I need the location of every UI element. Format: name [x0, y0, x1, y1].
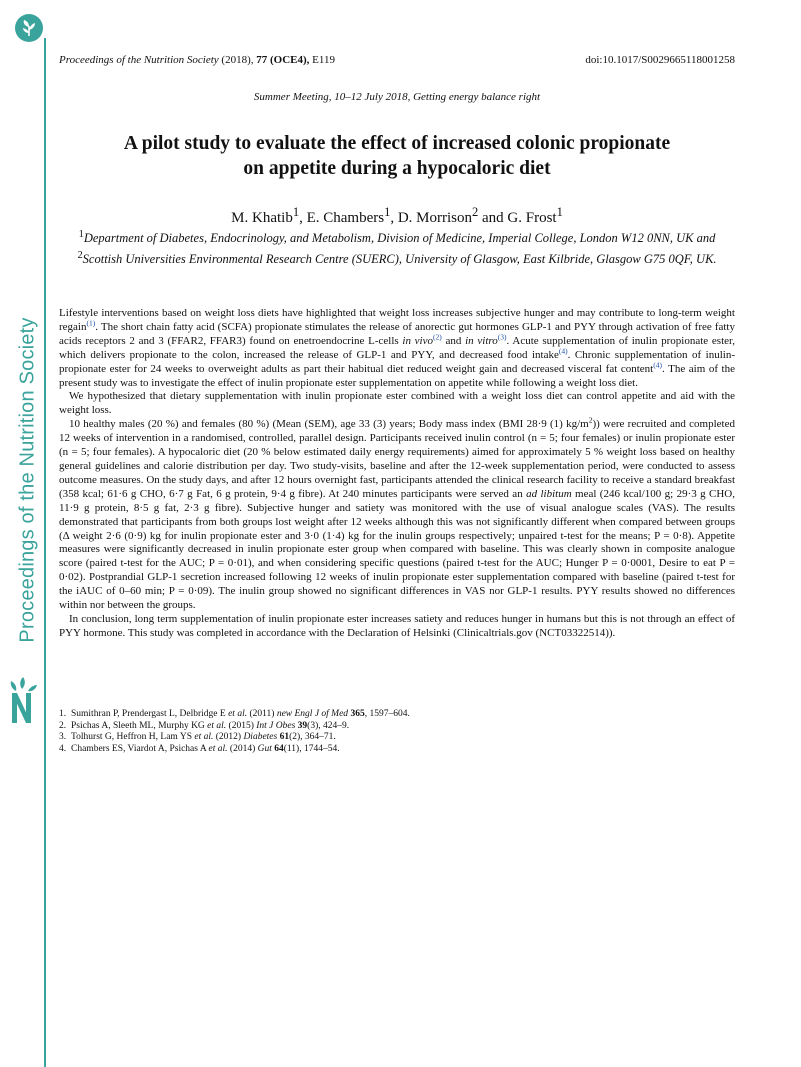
journal-volume: 77 (OCE4), [256, 54, 310, 66]
reference-item: 3. Tolhurst G, Heffron H, Lam YS et al. (2012) Diabetes 61(2), 364–71. [59, 732, 336, 743]
page-title: A pilot study to evaluate the effect of increased colonic propionate on appetite during a hypocaloric diet [123, 133, 671, 179]
journal-page: E119 [312, 54, 335, 66]
citation-4b[interactable]: (4) [653, 359, 662, 369]
citation-2[interactable]: (2) [433, 332, 442, 342]
reference-item: 2. Psichas A, Sleeth ML, Murphy KG et al. (2015) Int J Obes 39(3), 424–9. [59, 720, 350, 731]
side-rule [44, 38, 46, 1067]
journal-year: (2018), [221, 54, 254, 66]
citation-4[interactable]: (4) [558, 346, 568, 356]
abstract-paragraph-2: We hypothesized that dietary supplementation with inulin propionate ester combined with a weight loss diet can control appetite and aid with the weight loss. [59, 390, 735, 417]
leaf-logo-icon [15, 14, 43, 42]
abstract-paragraph-3: 10 healthy males (20 %) and females (80 %) (Mean (SEM), age 33 (3) years; Body mass index (BMI 28·9 (1) $kg/m^2$)) were recruited and completed 12 weeks of intervention in a randomised, controlled, parallel design. Participants received inulin control (n = 5; four females) or inulin propionate ester (n = 5; four females). A hypocaloric diet (20 % below estimated daily energy requirements) aimed for approximately 5 % weight loss based on healthy general guidelines and calorie distribution per day. Two study-visits, baseline and after the 12-week supplementation period, were conducted to assess outcome measures. On the study days, and after 12 hours overnight fast, participants attended the clinical research facility to receive a standard breakfast (358 kcal; 61·6 g CHO, 6·7 g Fat, 6 g protein, 9·4 g fibre). At 240 minutes participants were served an ad libitum meal (246 kcal/100 g; 29·3 g CHO, 11·9 g protein, 8·5 g fat, 2·3 g fibre). Subjective hunger and satiety was monitored with the use of visual analogue scales (VAS). The results demonstrated that participants from both groups lost weight after 12 weeks although this was not significantly different when compared between groups (Δ weight 2·6 (0·9) kg for inulin propionate ester and 3·0 (1·4) kg for the inulin groups respectively; unpaired t-test for the means; P = 0·8). Appetite measures were significantly decreased in inulin propionate ester group when compared with baseline. This was clearly shown in composite analogue score (paired t-test for the AUC; P = 0·01), and when considering specific questions (paired t-test for the AUC; Hunger P = 0·0001, Desire to eat P = 0·02). Postprandial GLP-1 secretion increased following 12 weeks of inulin propionate ester supplementation compared with baseline (paired t-test for the iAUC of 0–60 min; P = 0·09). The inulin group showed no significant differences in VAS nor GLP-1 results. PYY results showed no differences within nor between the groups. [59, 415, 735, 612]
reference-item: 1. Sumithran P, Prendergast L, Delbridge E et al. (2011) new Engl J of Med 365, 1597–604. [59, 709, 410, 719]
abstract-paragraph-1: Lifestyle interventions based on weight loss diets have highlighted that weight loss increases subjective hunger and may contribute to long-term weight regain$^{(1)}$. The short chain fatty acid (SCFA) propionate stimulates the release of anorectic gut hormones GLP-1 and PYY through activation of free fatty acids receptors 2 and 3 (FFAR2, FFAR3) found on enetroendocrine L-cells in vivo$^{(2)}$ and in vitro$^{(3)}$. Acute supplementation of inulin propionate ester, which delivers propionate to the colon, increased the release of GLP-1 and PYY, and decreased food intake$^{(4)}$. Chronic supplementation of inulin-propionate ester for 24 weeks to overweight adults as part their habitual diet reduced weight gain and decreased visceral fat content$^{(4)}$. The aim of the present study was to investigate the effect of inulin propionate ester supplementation on appetite while following a weight loss diet. [59, 307, 735, 389]
meeting-line: Summer Meeting, 10–12 July 2018, Getting energy balance right [253, 91, 541, 103]
doi-link[interactable]: doi:10.1017/S0029665118001258 [585, 54, 735, 66]
ns-monogram-icon [6, 675, 42, 725]
journal-name: Proceedings of the Nutrition Society [59, 54, 219, 66]
running-header [59, 54, 735, 66]
abstract-body [59, 307, 735, 641]
reference-item: 4. Chambers ES, Viardot A, Psichas A et al. (2014) Gut 64(11), 1744–54. [59, 743, 340, 754]
citation-3[interactable]: (3) [497, 332, 507, 342]
author-list: M. Khatib$^1$, E. Chambers$^1$, D. Morrison$^2$ and G. Frost$^1$ [231, 205, 563, 226]
reference-list [59, 709, 735, 755]
abstract-paragraph-4: In conclusion, long term supplementation of inulin propionate ester increases satiety and reduces hunger in humans but this is not through an effect of PYY hormone. This study was completed in accordance with the Declaration of Helsinki (Clinicaltrials.gov (NCT03322514)). [59, 612, 735, 639]
citation-1[interactable]: (1) [86, 318, 96, 328]
affiliations: $^1$Department of Diabetes, Endocrinology, and Metabolism, Division of Medicine, Imperial College, London W12 0NN, UK and $^2$Scottish Universities Environmental Research Centre (SUERC), University of Glasgow, East Kilbride, Glasgow G75 0QF, UK. [77, 229, 717, 267]
